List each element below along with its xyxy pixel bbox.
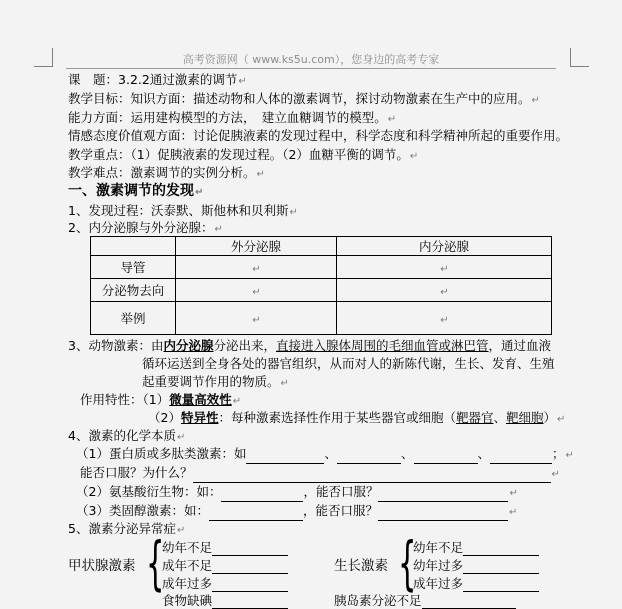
key-points [68,147,418,165]
chem-title-text: 4、激素的化学本质 [68,428,176,443]
paragraph-mark: ↵ [551,469,560,480]
answer-blank[interactable] [463,561,539,574]
paragraph-mark: ↵ [289,207,298,218]
difficulties-text: 教学难点：激素调节的实例分析。 [68,165,256,180]
attitude-objective [68,128,568,144]
knowledge-text: 知识方面：描述动物和人体的激素调节，探讨动物激素在生产中的应用。 [130,91,531,106]
list-item: 幼年不足 [162,540,288,556]
objective-label: 教学目标： [68,91,131,106]
table-row [91,302,552,335]
paragraph-mark: ↵ [232,396,242,407]
table-cell[interactable]: ↵ [176,302,337,335]
difficulties [68,165,265,183]
table-cell[interactable]: ↵ [337,302,552,335]
answer-blank[interactable] [246,451,324,464]
steroid-hormones: （3）类固醇激素：如： ，能否口服？ ↵ [76,503,517,521]
discovery-process [68,203,298,221]
paragraph-mark: ↵ [280,378,289,389]
answer-blank[interactable] [414,451,478,464]
table-row-label: 分泌物去向 [91,279,176,302]
answer-blank[interactable] [378,489,508,502]
table-cell[interactable]: ↵ [337,256,552,279]
target-cell-term: 靶细胞 [506,410,544,425]
table-row-label: 导管 [91,256,176,279]
capillary-phrase: 直接进入腺体周围的毛细血管或淋巴管 [276,338,489,353]
answer-blank[interactable] [212,543,288,556]
features-label: 作用特性： [80,392,143,407]
answer-blank[interactable] [212,579,288,592]
answer-blank[interactable] [212,596,288,609]
thyroid-hormone-label: 甲状腺激素 [68,558,136,574]
list-item: 幼年过多 [413,558,539,574]
brace-icon: { [146,529,165,597]
answer-blank[interactable] [463,579,539,592]
table-cell[interactable]: ↵ [176,279,337,302]
abnormal-title-text: 5、激素分泌异常症 [68,521,176,536]
answer-blank[interactable] [193,470,551,483]
table-cell[interactable]: ↵ [176,256,337,279]
table-header-cell: 外分泌腺 [176,237,337,256]
answer-blank[interactable] [422,596,516,609]
specificity-term: 特异性 [180,410,219,425]
growth-hormone-label: 生长激素 [334,558,388,574]
ability-text: 能力方面：运用建构模型的方法， 建立血糖调节的模型。 [68,110,387,125]
ability-objective [68,110,396,128]
chemical-nature-title [68,428,185,446]
animal-hormone-definition: 3、动物激素：由内分泌腺分泌出来，直接进入腺体周围的毛细血管或淋巴管，通过血液 [68,338,552,353]
paragraph-mark: ↵ [508,507,518,518]
header-rule [66,68,556,69]
answer-blank[interactable] [463,543,539,556]
table-header-cell: 内分泌腺 [337,237,552,256]
title-label: 课 题： [68,72,119,87]
abnormal-title [68,521,185,539]
table-cell[interactable]: ↵ [337,279,552,302]
paragraph-mark: ↵ [387,114,397,125]
glands-title-text: 2、内分泌腺与外分泌腺： [68,220,214,235]
list-item: 食物缺碘 [162,593,288,609]
gland-comparison-table [90,236,552,335]
paragraph-mark: ↵ [256,169,265,180]
endocrine-gland-term: 内分泌腺 [163,338,214,353]
list-item: 幼年不足 [413,540,539,556]
list-item: 成年不足 [162,558,288,574]
paragraph-mark: ↵ [176,525,186,536]
answer-blank[interactable] [209,508,303,521]
answer-blank[interactable] [212,561,288,574]
protein-hormones: （1）蛋白质或多肽类激素：如 、 、 、 ；↵ [76,446,574,464]
discovery-text: 1、发现过程：沃泰默、斯他林和贝利斯 [68,203,289,218]
animal-hormone-label: 3、动物激素： [68,338,151,353]
paragraph-mark: ↵ [176,432,186,443]
page-header: 高考资源网（ www.ks5u.com），您身边的高考专家 [182,53,440,66]
amino-derivatives: （2）氨基酸衍生物：如： ，能否口服？ ↵ [76,484,518,502]
oral-question: 能否口服？为什么？ ↵ [80,465,560,483]
target-organ-term: 靶器官 [455,410,494,425]
table-row [91,237,552,256]
lesson-title [68,72,247,90]
key-points-text: 教学重点：（1）促胰液素的发现过程。（2）血糖平衡的调节。 [68,147,409,162]
paragraph-mark: ↵ [557,414,566,425]
trace-efficiency-term: 微量高效性 [169,392,232,407]
attitude-text: 情感态度价值观方面：讨论促胰液素的发现过程中，科学态度和科学精神所起的重要作用。 [68,128,569,143]
answer-blank[interactable] [221,489,303,502]
paragraph-mark: ↵ [195,187,204,198]
section-heading [68,183,203,201]
paragraph-mark: ↵ [409,151,419,162]
list-item: 胰岛素分泌不足 [334,593,516,609]
table-row [91,279,552,302]
paragraph-mark: ↵ [509,488,518,499]
animal-hormone-line3: 起重要调节作用的物质。↵ [142,374,289,389]
animal-hormone-line2: 循环运送到全身各处的器官组织，从而对人的新陈代谢，生长、发育、生殖 [142,356,555,371]
table-row-label: 举例 [91,302,176,335]
teaching-objective [68,91,540,109]
table-row [91,256,552,279]
table-header-cell [91,237,176,256]
section-heading-text: 一、激素调节的发现 [68,183,194,199]
answer-blank[interactable] [378,508,508,521]
feature-1: 作用特性：（1）微量高效性↵ [80,392,242,407]
answer-blank[interactable] [337,451,401,464]
brace-icon: { [398,529,417,597]
list-item: 成年过多 [162,576,288,592]
feature-2: （2）特异性：每种激素选择性作用于某些器官或细胞（靶器官、靶细胞）↵ [148,410,566,425]
paragraph-mark: ↵ [565,450,574,461]
answer-blank[interactable] [490,451,552,464]
paragraph-mark: ↵ [214,224,223,235]
paragraph-mark: ↵ [238,76,247,87]
title-text: 3.2.2通过激素的调节 [118,72,238,87]
list-item: 成年过多 [413,576,539,592]
paragraph-mark: ↵ [531,95,540,106]
